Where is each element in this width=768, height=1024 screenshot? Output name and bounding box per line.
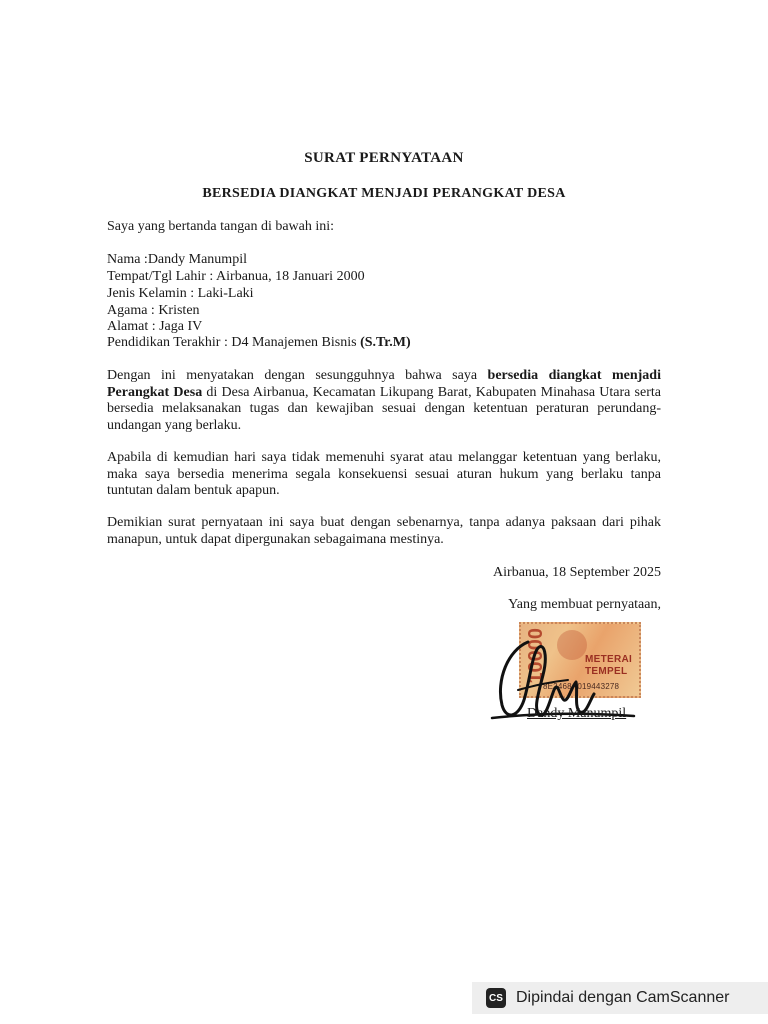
- field-pendidikan: [107, 335, 411, 351]
- field-nama: Nama :Dandy Manumpil: [107, 252, 247, 267]
- paragraph-2: Apabila di kemudian hari saya tidak memenuhi syarat atau melanggar ketentuan yang berlaku, maka saya bersedia menerima segala konsekuensi sesuai aturan hukum yang berlaku tanpa tuntutan dalam bentuk apapun.: [107, 450, 661, 498]
- field-pendidikan-gelar: (S.Tr.M): [360, 335, 411, 350]
- paragraph-1: [107, 368, 661, 434]
- stamp-label-tempel: TEMPEL: [585, 666, 628, 677]
- paragraph-3: Demikian surat pernyataan ini saya buat dengan sebenarnya, tanpa adanya paksaan dari pihak manapun, untuk dapat dipergunakan sebagaimana mestinya.: [107, 515, 661, 547]
- place-date: Airbanua, 18 September 2025: [493, 565, 661, 580]
- camscanner-label: Dipindai dengan CamScanner: [516, 989, 730, 1006]
- field-jenis-kelamin: Jenis Kelamin : Laki-Laki: [107, 286, 254, 301]
- paragraph-1-a: Dengan ini menyatakan dengan sesungguhnya bahwa saya: [107, 368, 488, 383]
- signer-name: Dandy Manumpil: [527, 706, 627, 721]
- camscanner-watermark: [472, 982, 768, 1014]
- document-title: SURAT PERNYATAAN: [304, 150, 464, 166]
- field-ttl: Tempat/Tgl Lahir : Airbanua, 18 Januari 2000: [107, 269, 365, 284]
- stamp-label-meterai: METERAI: [585, 654, 633, 665]
- camscanner-icon: CS: [486, 988, 506, 1008]
- stamp-value: 10000: [525, 628, 547, 684]
- field-alamat: Alamat : Jaga IV: [107, 319, 203, 334]
- stamp-serial: 8E2468A019443278: [543, 682, 620, 691]
- paragraph-1-bold: bersedia diangkat menjadi Perangkat Desa: [107, 368, 661, 400]
- field-agama: Agama : Kristen: [107, 303, 200, 318]
- closing-text: Yang membuat pernyataan,: [508, 597, 661, 612]
- field-pendidikan-text: Pendidikan Terakhir : D4 Manajemen Bisnis: [107, 335, 361, 350]
- document-subtitle: BERSEDIA DIANGKAT MENJADI PERANGKAT DESA: [202, 186, 566, 201]
- intro-text: Saya yang bertanda tangan di bawah ini:: [107, 219, 335, 234]
- paragraph-1-c: di Desa Airbanua, Kecamatan Likupang Barat, Kabupaten Minahasa Utara serta bersedia melaksanakan tugas dan kewajiban sesuai dengan ketentuan peraturan perundang-undangan yang berlaku.: [107, 384, 661, 433]
